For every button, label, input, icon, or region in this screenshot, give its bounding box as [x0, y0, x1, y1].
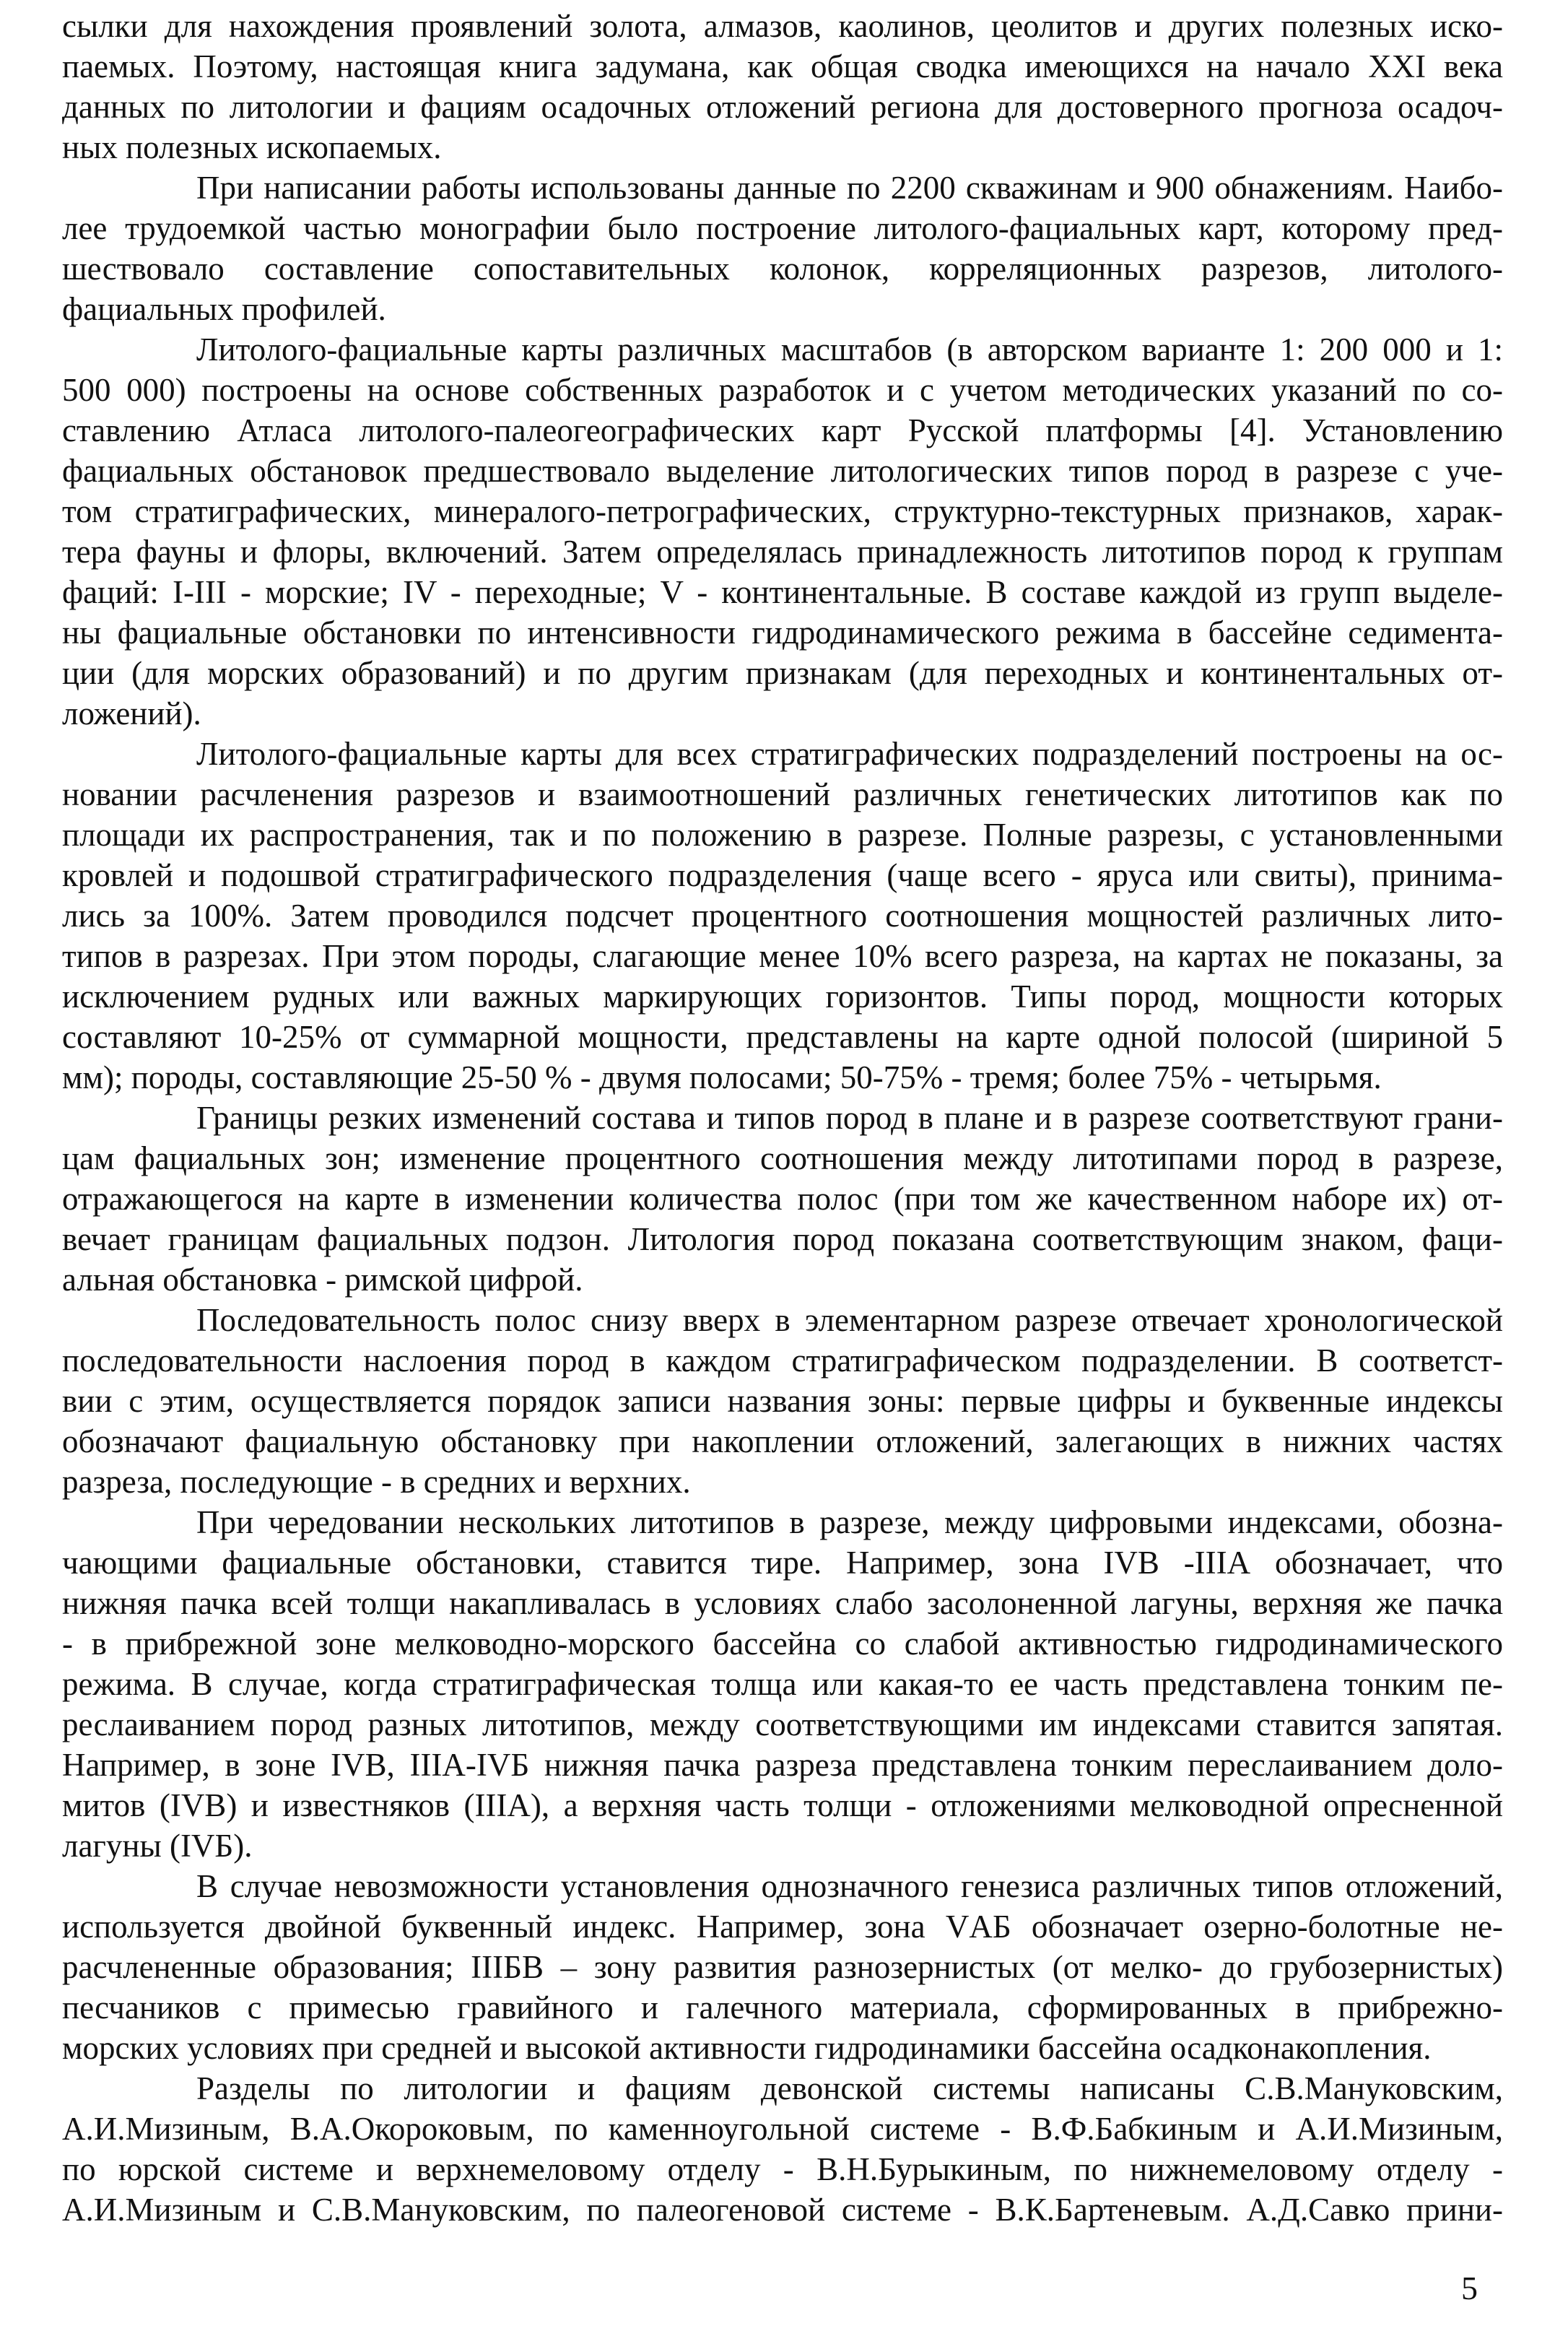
text-line: составляют 10-25% от суммарной мощности, представлены на карте одной полосой (шириной 5 [62, 1019, 1503, 1055]
text-line: обозначают фациальную обстановку при накоплении отложений, залегающих в нижних частях [62, 1423, 1503, 1459]
paragraph [62, 734, 1503, 1098]
text-line: шествовало составление сопоставительных колонок, корреляционных разрезов, литолого- [62, 251, 1503, 287]
text-line: площади их распространения, так и по положению в разрезе. Полные разрезы, с установленными [62, 817, 1503, 853]
text-line: ны фациальные обстановки по интенсивности гидродинамического режима в бассейне седимента- [62, 615, 1503, 651]
text-line: том стратиграфических, минералого-петрографических, структурно-текстурных признаков, харак- [62, 493, 1503, 529]
text-line: новании расчленения разрезов и взаимоотношений различных генетических литотипов как по [62, 776, 1503, 812]
paragraph [62, 168, 1503, 329]
text-line: Последовательность полос снизу вверх в элементарном разрезе отвечает хронологической [196, 1302, 1503, 1338]
text-line: ставлению Атласа литолого-палеогеографических карт Русской платформы [4]. Установлению [62, 412, 1503, 448]
text-line: фациальных обстановок предшествовало выделение литологических типов пород в разрезе с уче- [62, 453, 1503, 489]
text-line: морских условиях при средней и высокой активности гидродинамики бассейна осадконакопления. [62, 2030, 1432, 2066]
text-line: Литолого-фациальные карты для всех стратиграфических подразделений построены на ос- [196, 736, 1503, 772]
text-line: фаций: I-III - морские; IV - переходные; V - континентальные. В составе каждой из групп выделе- [62, 574, 1503, 610]
paragraph [62, 6, 1503, 168]
paragraph [62, 1866, 1503, 2068]
text-line: кровлей и подошвой стратиграфического подразделения (чаще всего - яруса или свиты), принима- [62, 857, 1503, 893]
text-line: последовательности наслоения пород в каждом стратиграфическом подразделении. В соответст- [62, 1342, 1503, 1379]
text-line: используется двойной буквенный индекс. Например, зона VАБ обозначает озерно-болотные не- [62, 1909, 1503, 1945]
paragraph [62, 1098, 1503, 1300]
text-line: сылки для нахождения проявлений золота, алмазов, каолинов, цеолитов и других полезных иско- [62, 8, 1503, 44]
text-line: данных по литологии и фациям осадочных отложений региона для достоверного прогноза осадоч- [62, 89, 1503, 125]
text-line: фациальных профилей. [62, 291, 386, 327]
text-line: митов (IVВ) и известняков (IIIА), а верхняя часть толщи - отложениями мелководной опресненной [62, 1787, 1503, 1823]
text-line: Например, в зоне IVВ, IIIА-IVБ нижняя пачка разреза представлена тонким переслаиванием доло- [62, 1747, 1503, 1783]
paragraph [62, 1502, 1503, 1866]
text-line: А.И.Мизиным и С.В.Мануковским, по палеогеновой системе - В.К.Бартеневым. А.Д.Савко прини- [62, 2192, 1503, 2228]
text-line: исключением рудных или важных маркирующих горизонтов. Типы пород, мощности которых [62, 978, 1503, 1015]
text-line: ции (для морских образований) и по другим признакам (для переходных и континентальных от- [62, 655, 1503, 691]
paragraph [62, 2068, 1503, 2230]
text-line: типов в разрезах. При этом породы, слагающие менее 10% всего разреза, на картах не показаны, за [62, 938, 1503, 974]
text-line: При чередовании нескольких литотипов в разрезе, между цифровыми индексами, обозна- [196, 1504, 1503, 1540]
text-line: лее трудоемкой частью монографии было построение литолого-фациальных карт, которому пред- [62, 210, 1503, 246]
text-line: чающими фациальные обстановки, ставится тире. Например, зона IVВ -IIIА обозначает, что [62, 1545, 1503, 1581]
text-line: лагуны (IVБ). [62, 1828, 253, 1864]
document-body [62, 6, 1503, 2230]
text-line: альная обстановка - римской цифрой. [62, 1262, 583, 1298]
text-line: - в прибрежной зоне мелководно-морского бассейна со слабой активностью гидродинамического [62, 1625, 1503, 1662]
text-line: песчаников с примесью гравийного и галечного материала, сформированных в прибрежно- [62, 1989, 1503, 2026]
text-line: цам фациальных зон; изменение процентного соотношения между литотипами пород в разрезе, [62, 1140, 1503, 1176]
text-line: вии с этим, осуществляется порядок записи названия зоны: первые цифры и буквенные индексы [62, 1383, 1503, 1419]
text-line: ных полезных ископаемых. [62, 129, 442, 165]
text-line: ложений). [62, 695, 201, 732]
text-line: нижняя пачка всей толщи накапливалась в условиях слабо засолоненной лагуны, верхняя же пачка [62, 1585, 1503, 1621]
paragraph [62, 1300, 1503, 1502]
text-line: режима. В случае, когда стратиграфическая толща или какая-то ее часть представлена тонким пе- [62, 1666, 1503, 1702]
text-line: паемых. Поэтому, настоящая книга задумана, как общая сводка имеющихся на начало XXI века [62, 48, 1503, 84]
text-line: по юрской системе и верхнемеловому отделу - В.Н.Бурыкиным, по нижнемеловому отделу - [62, 2151, 1503, 2187]
text-line: Границы резких изменений состава и типов пород в плане и в разрезе соответствуют грани- [196, 1100, 1503, 1136]
text-line: А.И.Мизиным, В.А.Окороковым, по каменноугольной системе - В.Ф.Бабкиным и А.И.Мизиным, [62, 2111, 1503, 2147]
text-line: вечает границам фациальных подзон. Литология пород показана соответствующим знаком, фаци- [62, 1221, 1503, 1257]
paragraph [62, 329, 1503, 734]
text-line: лись за 100%. Затем проводился подсчет процентного соотношения мощностей различных лито- [62, 898, 1503, 934]
page-number: 5 [1461, 2270, 1478, 2306]
text-line: мм); породы, составляющие 25-50 % - двумя полосами; 50-75% - тремя; более 75% - четырьмя. [62, 1059, 1382, 1095]
text-line: отражающегося на карте в изменении количества полос (при том же качественном наборе их) от- [62, 1181, 1503, 1217]
text-line: тера фауны и флоры, включений. Затем определялась принадлежность литотипов пород к группам [62, 534, 1503, 570]
text-line: 500 000) построены на основе собственных разработок и с учетом методических указаний по со- [62, 372, 1503, 408]
text-line: Разделы по литологии и фациям девонской системы написаны С.В.Мануковским, [196, 2070, 1503, 2106]
text-line: При написании работы использованы данные по 2200 скважинам и 900 обнажениям. Наибо- [196, 170, 1503, 206]
text-line: разреза, последующие - в средних и верхних. [62, 1464, 691, 1500]
text-line: реслаиванием пород разных литотипов, между соответствующими им индексами ставится запятая. [62, 1706, 1503, 1742]
text-line: расчлененные образования; IIIБВ – зону развития разнозернистых (от мелко- до грубозернистых) [62, 1949, 1503, 1985]
text-line: В случае невозможности установления однозначного генезиса различных типов отложений, [196, 1868, 1503, 1904]
text-line: Литолого-фациальные карты различных масштабов (в авторском варианте 1: 200 000 и 1: [196, 331, 1503, 368]
